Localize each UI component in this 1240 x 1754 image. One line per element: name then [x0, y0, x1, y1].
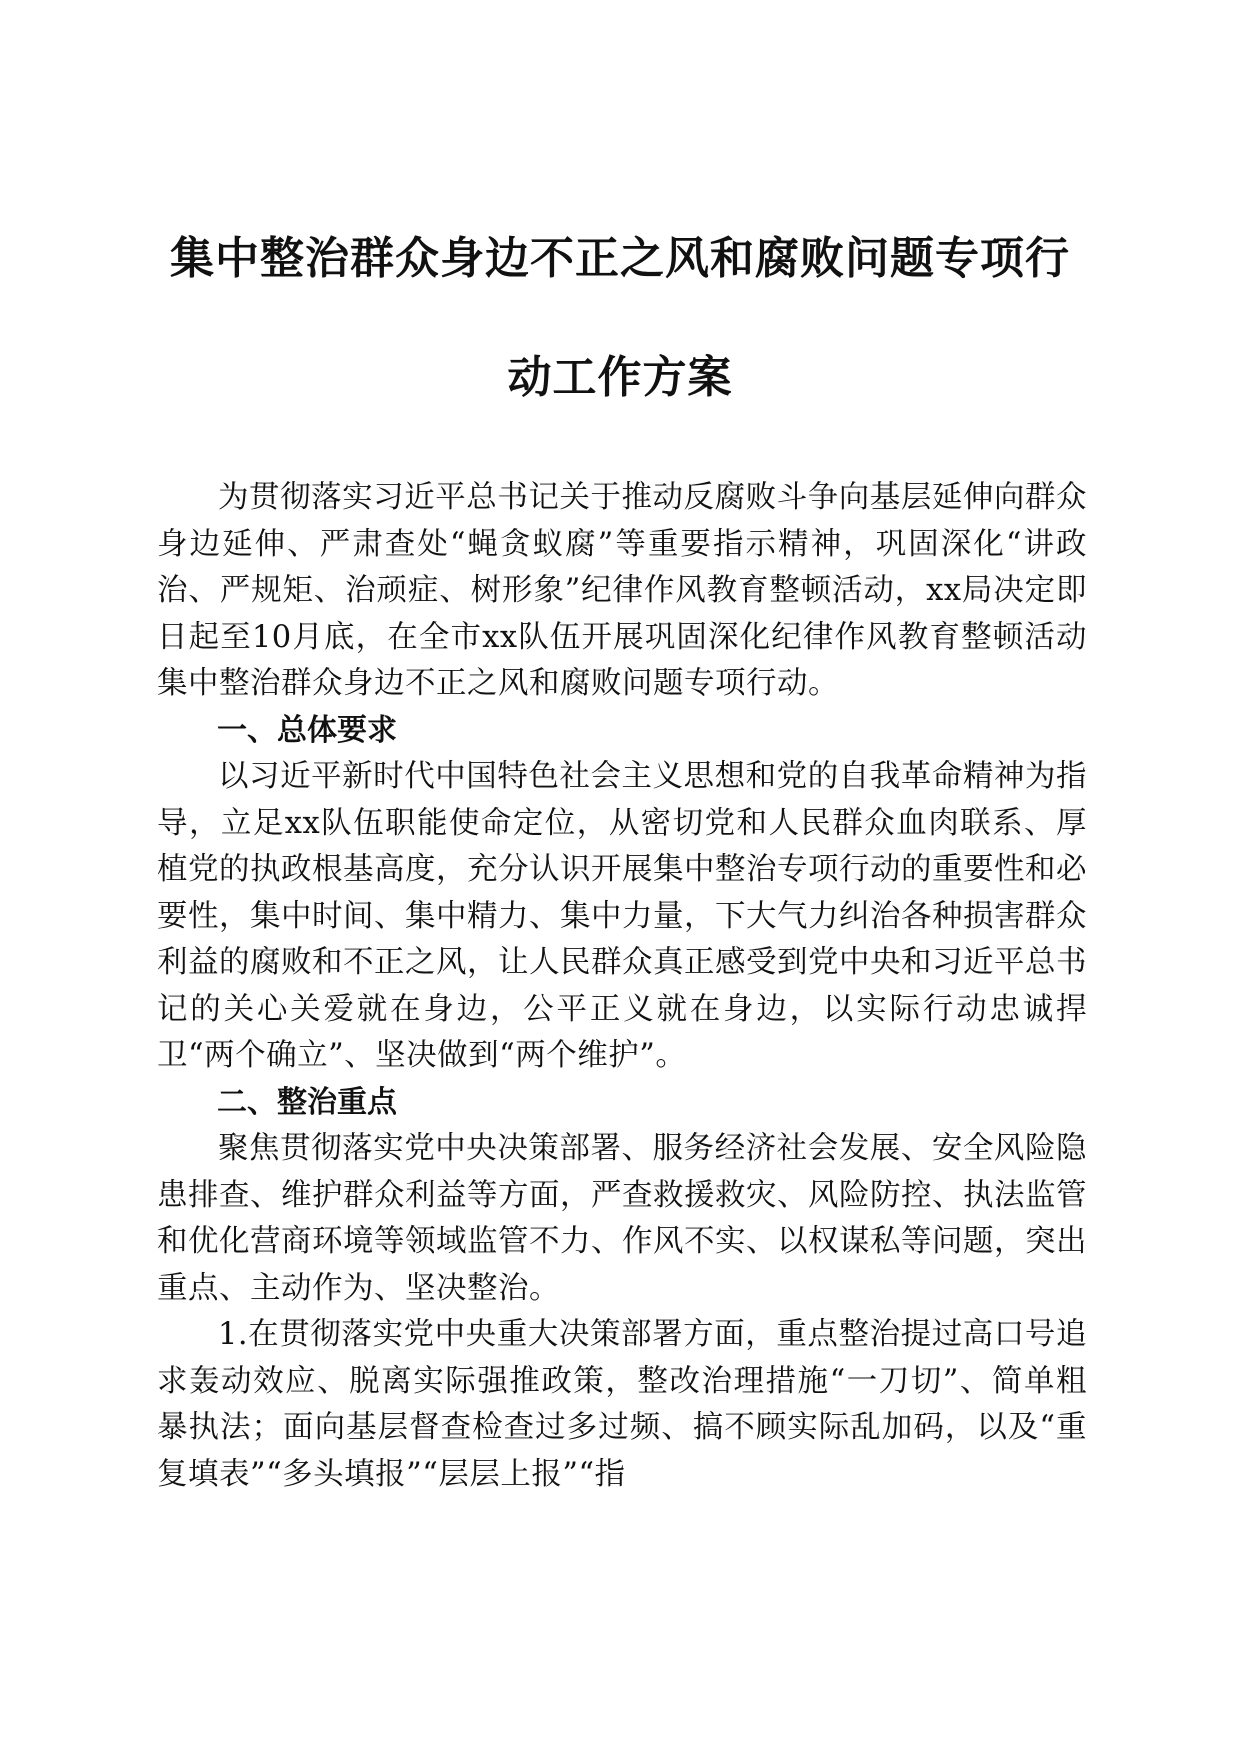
document-title-line-1: 集中整治群众身边不正之风和腐败问题专项行	[170, 233, 1070, 284]
document-body	[157, 475, 1087, 1498]
rectification-focus-paragraph: 聚焦贯彻落实党中央决策部署、服务经济社会发展、安全风险隐患排查、维护群众利益等方面，严查救援救灾、风险防控、执法监管和优化营商环境等领域监管不力、作风不实、以权谋私等问题，突出重点、主动作为、坚决整治。	[157, 1131, 1087, 1306]
general-requirements-paragraph: 以习近平新时代中国特色社会主义思想和党的自我革命精神为指导，立足xx队伍职能使命定位，从密切党和人民群众血肉联系、厚植党的执政根基高度，充分认识开展集中整治专项行动的重要性和必要性，集中时间、集中精力、集中力量，下大气力纠治各种损害群众利益的腐败和不正之风，让人民群众真正感受到党中央和习近平总书记的关心关爱就在身边，公平正义就在身边，以实际行动忠诚捍卫“两个确立”、坚决做到“两个维护”。	[157, 759, 1087, 1073]
document-title-line-2: 动工作方案	[507, 352, 733, 403]
section-heading-rectification-focus: 二、整治重点	[217, 1084, 397, 1120]
intro-paragraph: 为贯彻落实习近平总书记关于推动反腐败斗争向基层延伸向群众身边延伸、严肃查处“蝇贪蚁腐”等重要指示精神，巩固深化“讲政治、严规矩、治顽症、树形象”纪律作风教育整顿活动，xx局决定即日起至10月底，在全市xx队伍开展巩固深化纪律作风教育整顿活动集中整治群众身边不正之风和腐败问题专项行动。	[157, 480, 1087, 701]
item-1-paragraph: 1.在贯彻落实党中央重大决策部署方面，重点整治提过高口号追求轰动效应、脱离实际强推政策，整改治理措施“一刀切”、简单粗暴执法；面向基层督查检查过多过频、搞不顾实际乱加码，以及“重复填表”“多头填报”“层层上报”“指	[157, 1317, 1087, 1492]
section-heading-general-requirements: 一、总体要求	[217, 712, 397, 748]
